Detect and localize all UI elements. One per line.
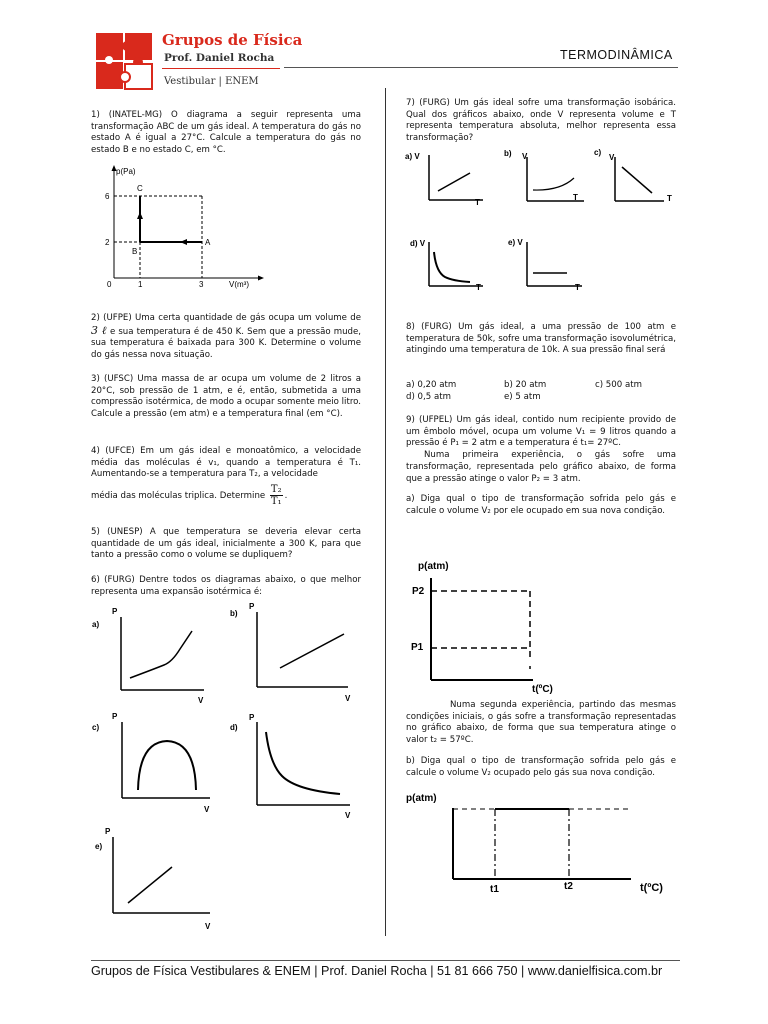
question-3 xyxy=(91,374,361,421)
question-6 xyxy=(91,575,361,598)
svg-text:t(ºC): t(ºC) xyxy=(640,882,663,894)
svg-text:V: V xyxy=(345,694,351,703)
question-1-text: 1) (INATEL-MG) O diagrama a seguir representa uma transformação ABC de um gás ideal. A temperatura do gás no estado A é igual a 27°C. Calcule a temperatura do gás no estado B e no estado C, em °C. xyxy=(91,110,361,156)
q7-graph-b xyxy=(500,145,592,210)
svg-text:T: T xyxy=(475,198,480,207)
question-2-line1: 2) (UFPE) Uma certa quantidade de gás ocupa um volume xyxy=(91,313,347,323)
q7-graph-c xyxy=(592,145,676,210)
svg-text:V: V xyxy=(522,152,528,161)
question-2-rest: e sua temperatura é de 450 K. Sem que a pressão mude, sua temperatura é baixada para 300 K. Determine o volume do gás nessa nova situação. xyxy=(91,326,361,361)
svg-text:P2: P2 xyxy=(412,586,425,597)
svg-text:T: T xyxy=(575,283,580,292)
q8-option-b: b) 20 atm xyxy=(504,380,547,390)
q8-option-a: a) 0,20 atm xyxy=(406,380,457,390)
svg-text:b): b) xyxy=(504,149,512,158)
q6-graph-e xyxy=(92,825,222,935)
section-title: TERMODINÂMICA xyxy=(560,48,673,62)
question-9-para3-text: Numa segunda experiência, partindo das mesmas condições iniciais, o gás sofre a transformação representadas no gráfico abaixo, de forma que sua temperatura atinge o valor t₂ = 57ºC. xyxy=(406,700,676,746)
logo-subtitle: Prof. Daniel Rocha xyxy=(164,52,275,64)
q8-option-c: c) 500 atm xyxy=(595,380,642,390)
q1-point-b: B xyxy=(132,247,138,256)
footer-rule xyxy=(91,960,680,961)
svg-text:d) V: d) V xyxy=(410,239,426,248)
question-9 xyxy=(406,415,676,518)
svg-text:t2: t2 xyxy=(564,881,573,892)
q6-graph-b xyxy=(230,600,360,705)
svg-text:V: V xyxy=(609,153,615,162)
svg-text:P1: P1 xyxy=(411,642,424,653)
question-7-text: 7) (FURG) Um gás ideal sofre uma transformação isobárica. Qual dos gráficos abaixo, onde V representa volume e T representa temperatura absoluta, melhor representa essa transformação? xyxy=(406,98,676,144)
question-5-text: 5) (UNESP) A que temperatura se deveria elevar certa quantidade de um gás ideal, inicialmente a 300 K, para que tanto a pressão como o volume se dupliquem? xyxy=(91,527,361,561)
svg-text:e): e) xyxy=(95,842,103,851)
svg-text:V: V xyxy=(198,696,204,705)
question-2-de: de xyxy=(350,313,361,323)
question-6-text: 6) (FURG) Dentre todos os diagramas abaixo, o que melhor representa uma expansão isotérmica é: xyxy=(91,575,361,597)
q6-graph-d xyxy=(230,712,360,822)
q9-chart-b xyxy=(403,786,673,898)
logo-tagline: Vestibular | ENEM xyxy=(164,76,259,87)
logo-title: Grupos de Física xyxy=(162,31,303,49)
column-divider xyxy=(385,88,386,936)
q1-ytick-2: 2 xyxy=(105,238,110,247)
question-9-para3 xyxy=(406,700,676,779)
logo xyxy=(94,31,303,93)
question-3-text: 3) (UFSC) Uma massa de ar ocupa um volume de 2 litros a 20°C, sob pressão de 1 atm, e é, então, submetida a uma compressão isotérmica, de modo a ocupar somente meio litro. Calcule a pressão (em atm) e a temperatura final (em °C). xyxy=(91,374,361,420)
question-9-para2: Numa primeira experiência, o gás sofre uma transformação, representada pelo gráfico abaixo, de forma que a pressão atinge o valor P₂ = 3 atm. xyxy=(406,450,676,484)
svg-text:V: V xyxy=(204,805,210,814)
question-9-part-a: a) Diga qual o tipo de transformação sofrida pelo gás e calcule o volume V₂ por ele ocupado em sua nova condição. xyxy=(406,494,676,516)
svg-text:P: P xyxy=(249,713,255,722)
q1-pv-diagram xyxy=(92,162,272,292)
q9-chart-a xyxy=(403,556,583,696)
svg-text:V: V xyxy=(345,811,351,820)
svg-text:P: P xyxy=(112,607,118,616)
question-2-volume: 3 ℓ xyxy=(91,323,107,337)
svg-text:b): b) xyxy=(230,609,238,618)
svg-text:d): d) xyxy=(230,723,238,732)
question-4-text: 4) (UFCE) Em um gás ideal e monoatômico, a velocidade média das moléculas é v₁, quando a temperatura é T₁. Aumentando-se a temperatura para T₂, a velocidade xyxy=(91,446,361,480)
svg-text:t(ºC): t(ºC) xyxy=(532,684,553,695)
q7-graph-e xyxy=(500,234,595,294)
svg-text:e) V: e) V xyxy=(508,238,523,247)
q8-option-e: e) 5 atm xyxy=(504,391,541,402)
svg-text:a): a) xyxy=(92,620,100,629)
question-1 xyxy=(91,110,361,157)
question-8-text: 8) (FURG) Um gás ideal, a uma pressão de 100 atm e temperatura de 50k, sofre uma transformação isovolumétrica, atingindo uma temperatura de 10k. A sua pressão final será xyxy=(406,322,676,356)
svg-text:a) V: a) V xyxy=(405,152,420,161)
svg-text:P: P xyxy=(249,602,255,611)
svg-text:t1: t1 xyxy=(490,884,499,895)
q7-graph-a xyxy=(403,145,493,210)
svg-text:P: P xyxy=(105,827,111,836)
footer-text: Grupos de Física Vestibulares & ENEM | Prof. Daniel Rocha | 51 81 666 750 | www.danielfisica.com.br xyxy=(91,964,663,978)
q6-graph-a xyxy=(92,605,212,705)
svg-text:p(atm): p(atm) xyxy=(406,793,437,804)
q1-xtick-3: 3 xyxy=(199,280,204,289)
q8-option-d: d) 0,5 atm xyxy=(406,391,451,402)
question-8 xyxy=(406,322,676,357)
fraction-t2-t1: $\frac{\text{T₂}}{\text{T₁}}$ xyxy=(270,484,282,508)
svg-text:V: V xyxy=(205,922,211,931)
logo-underline xyxy=(162,68,280,69)
header-rule xyxy=(284,67,678,68)
svg-text:T: T xyxy=(667,194,672,203)
q1-xlabel: V(m³) xyxy=(229,280,249,289)
question-4: 4) (UFCE) Em um gás ideal e monoatômico, a velocidade média das moléculas é v₁, quando a temperatura é T₁. Aumentando-se a temperatura para T₂, a velocidade média das moléculas triplica. Determine $\frac{\text{T₂}}{\text{T₁}}$ . xyxy=(91,446,361,508)
question-4-tail: média das moléculas triplica. Determine xyxy=(91,491,266,502)
question-2 xyxy=(91,313,361,362)
svg-text:P: P xyxy=(112,712,118,721)
q1-xtick-0: 0 xyxy=(107,280,112,289)
question-7 xyxy=(406,98,676,145)
svg-text:T: T xyxy=(573,193,578,202)
svg-text:c): c) xyxy=(92,723,100,732)
q6-graph-c xyxy=(92,710,222,820)
q1-point-a: A xyxy=(205,238,211,247)
q1-ytick-6: 6 xyxy=(105,192,110,201)
question-9-text: 9) (UFPEL) Um gás ideal, contido num recipiente provido de um êmbolo móvel, ocupa um volume V₁ = 9 litros quando a pressão é P₁ = 2 atm e a temperatura é t₁= 27ºC. xyxy=(406,415,676,449)
q1-xtick-1: 1 xyxy=(138,280,143,289)
q1-point-c: C xyxy=(137,184,143,193)
svg-text:c): c) xyxy=(594,148,602,157)
question-9-part-b: b) Diga qual o tipo de transformação sofrida pelo gás e calcule o volume V₂ ocupado pelo gás sua nova condição. xyxy=(406,755,676,778)
svg-text:T: T xyxy=(476,283,481,292)
question-5 xyxy=(91,527,361,562)
svg-text:p(atm): p(atm) xyxy=(418,561,449,572)
question-8-options xyxy=(406,380,676,403)
q7-graph-d xyxy=(403,234,493,294)
q1-ylabel: p(Pa) xyxy=(116,167,136,176)
